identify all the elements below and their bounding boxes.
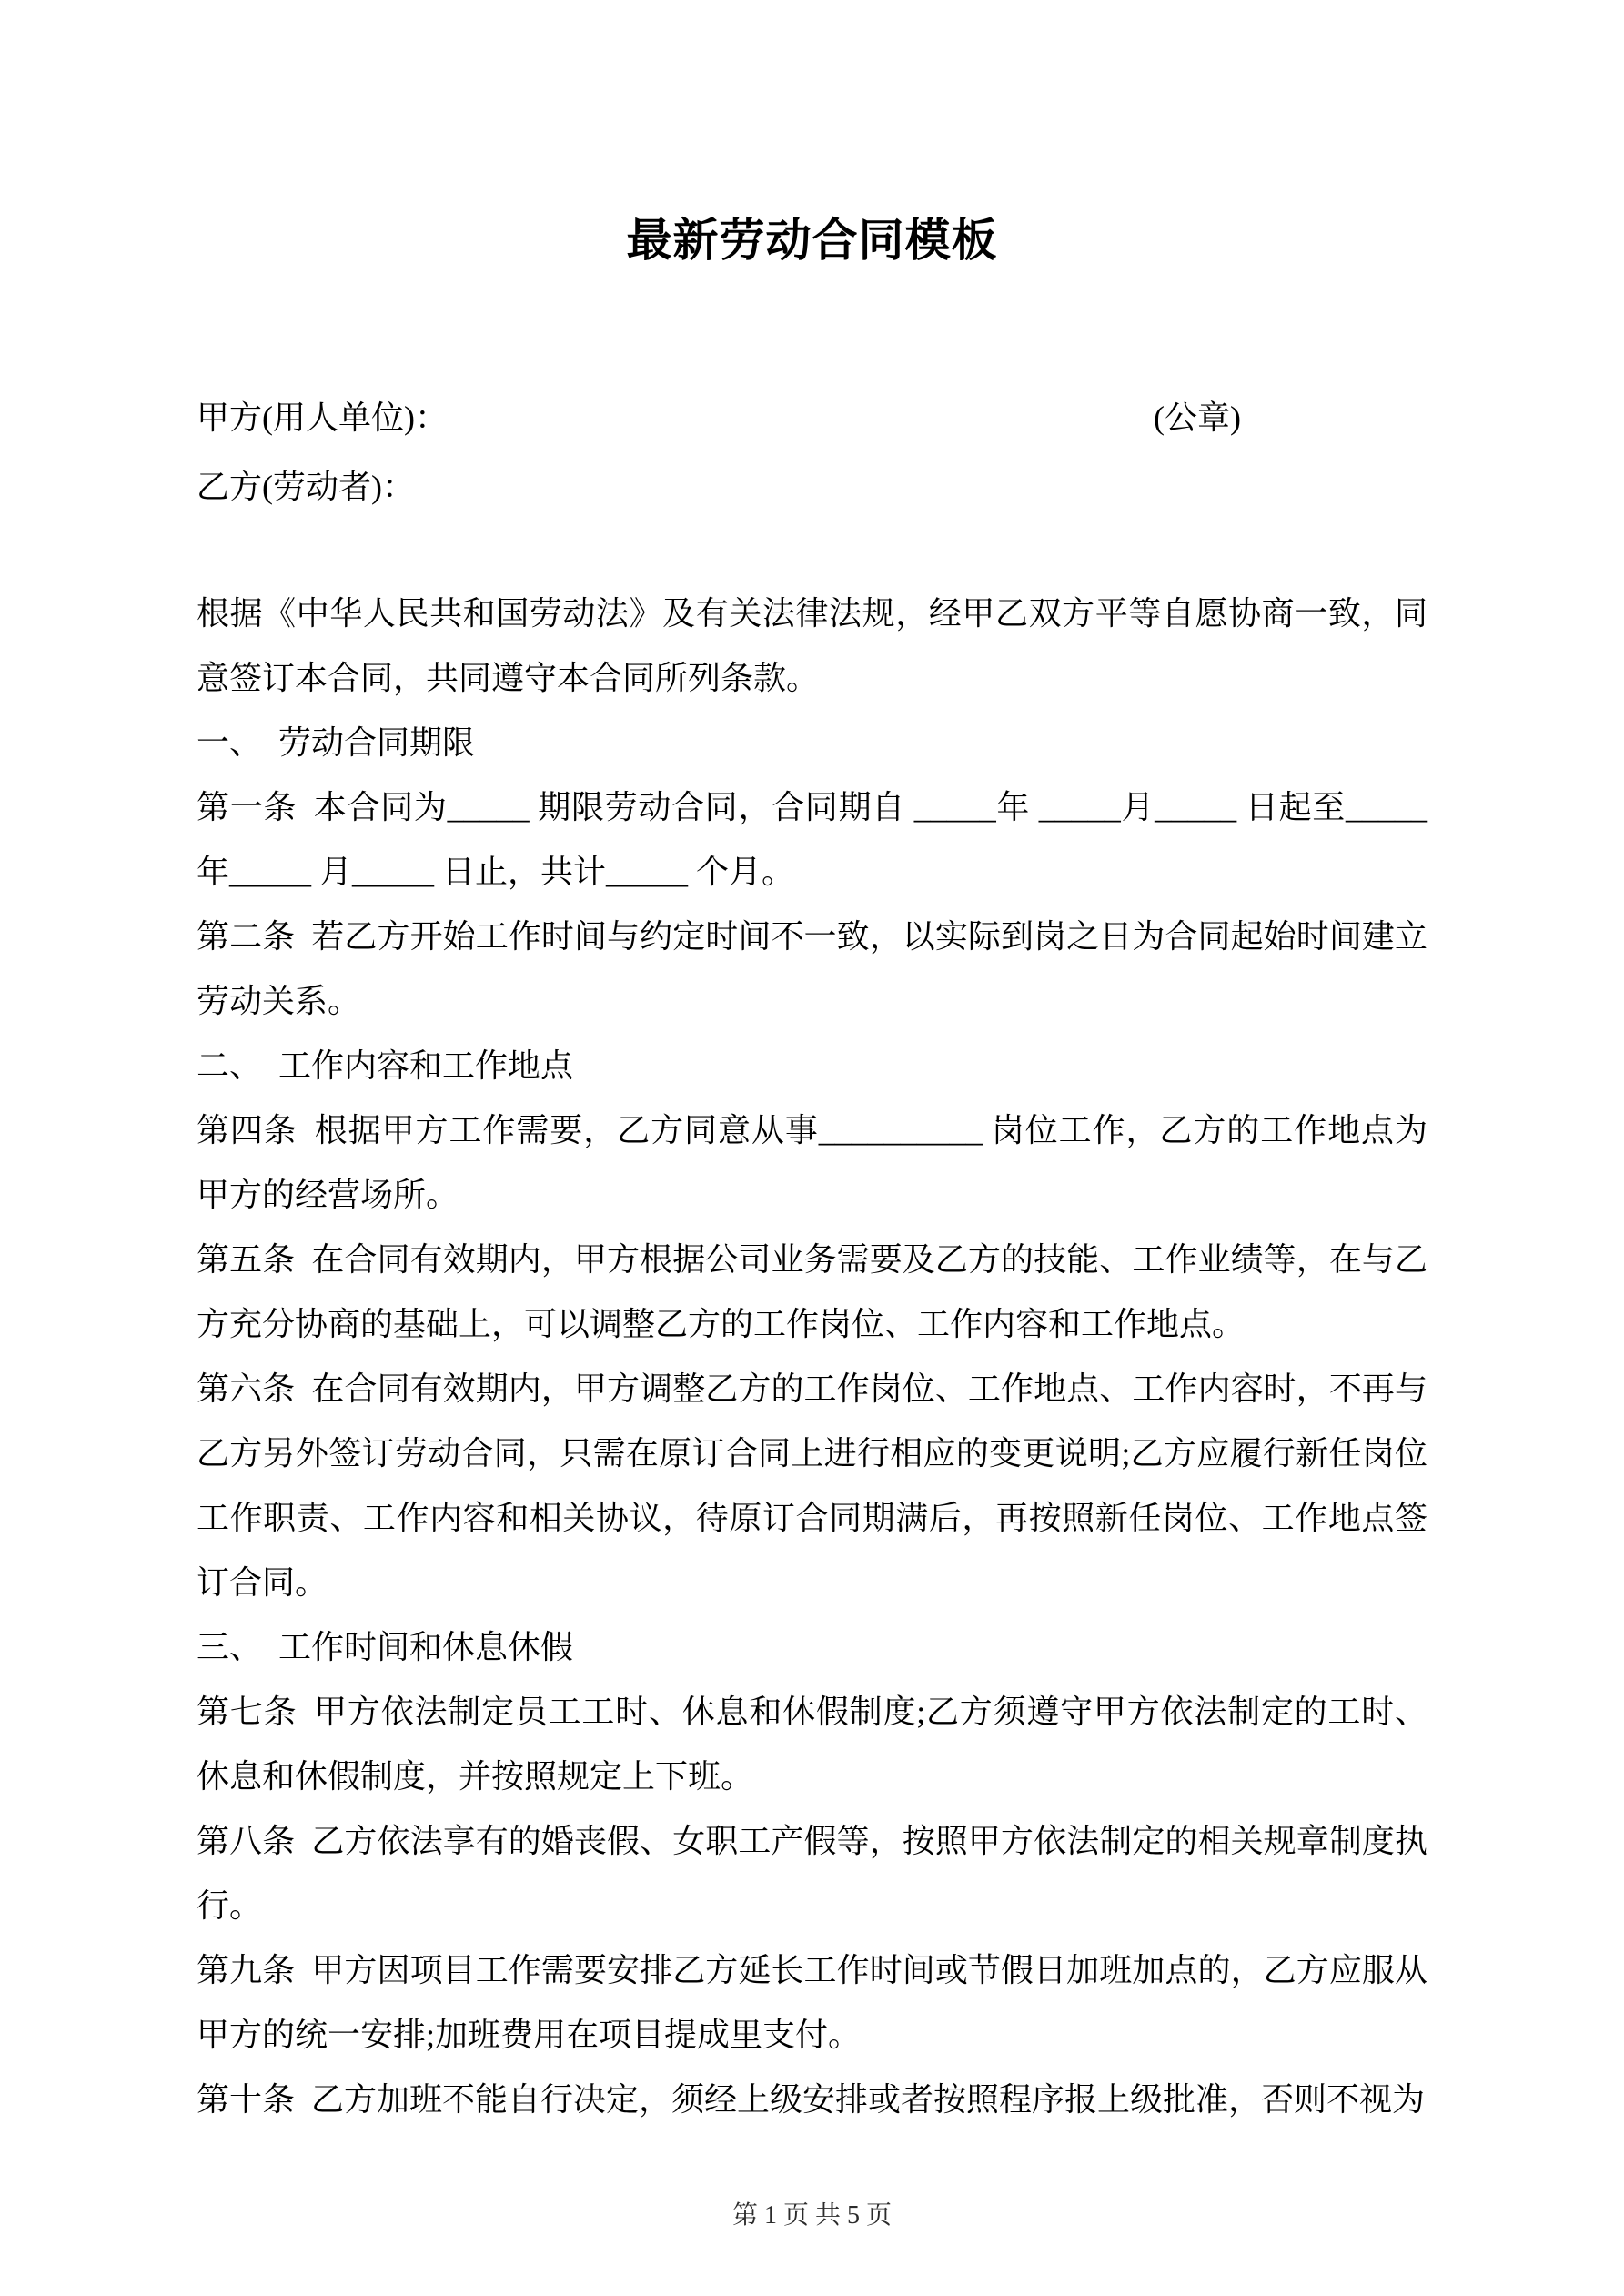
party-b-label: 乙方(劳动者)： [197,469,415,505]
clause-9: 第九条 甲方因项目工作需要安排乙方延长工作时间或节假日加班加点的，乙方应服从甲方的统一安排;加班费用在项目提成里支付。 [197,1952,1427,2053]
clause-2: 第二条 若乙方开始工作时间与约定时间不一致，以实际到岗之日为合同起始时间建立劳动关系。 [197,918,1427,1019]
clause-1: 第一条 本合同为_____ 期限劳动合同，合同期自 _____年 _____月_____ 日起至_____年_____ 月_____ 日止，共计_____ 个月。 [197,789,1427,890]
clause-10: 第十条 乙方加班不能自行决定，须经上级安排或者按照程序报上级批准，否则不视为 [197,2081,1426,2118]
clause-6: 第六条 在合同有效期内，甲方调整乙方的工作岗位、工作地点、工作内容时，不再与乙方另外签订劳动合同，只需在原订合同上进行相应的变更说明;乙方应履行新任岗位工作职责、工作内容和相关协议，待原订合同期满后，再按照新任岗位、工作地点签订合同。 [197,1371,1427,1601]
section-heading-work: 二、 工作内容和工作地点 [197,1047,574,1084]
clause-7: 第七条 甲方依法制定员工工时、休息和休假制度;乙方须遵守甲方依法制定的工时、休息和休假制度，并按照规定上下班。 [197,1694,1427,1795]
paragraph-preamble: 根据《中华人民共和国劳动法》及有关法律法规，经甲乙双方平等自愿协商一致，同意签订本合同，共同遵守本合同所列条款。 [197,595,1427,696]
party-section [197,383,1427,521]
page-number: 第 1 页 共 5 页 [731,2201,892,2230]
party-a-label: 甲方(用人单位)： [197,400,448,436]
section-heading-term: 一、 劳动合同期限 [197,724,476,761]
official-seal-label: (公章) [1154,400,1241,436]
party-b-row [197,452,1427,521]
clause-8: 第八条 乙方依法享有的婚丧假、女职工产假等，按照甲方依法制定的相关规章制度执行。 [197,1823,1427,1924]
clause-5: 第五条 在合同有效期内，甲方根据公司业务需要及乙方的技能、工作业绩等，在与乙方充分协商的基础上，可以调整乙方的工作岗位、工作内容和工作地点。 [197,1241,1427,1342]
section-heading-rest: 三、 工作时间和休息休假 [197,1629,574,1665]
document-title: 最新劳动合同模板 [626,215,998,266]
clause-4: 第四条 根据甲方工作需要，乙方同意从事__________ 岗位工作，乙方的工作地点为甲方的经营场所。 [197,1112,1427,1213]
contract-body [197,582,1427,2132]
party-a-row [197,383,1427,452]
